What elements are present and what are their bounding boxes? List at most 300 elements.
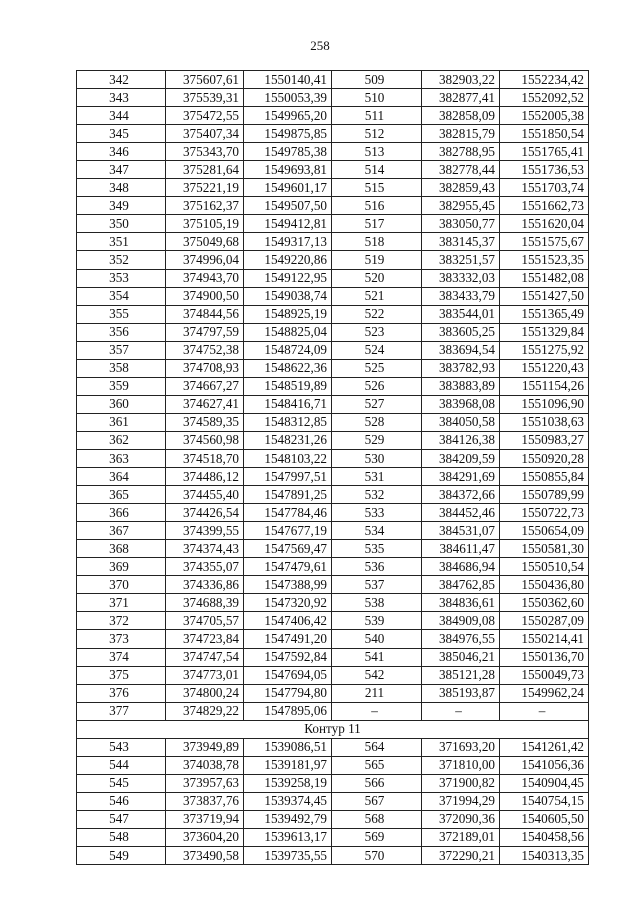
table-cell: 569: [332, 828, 422, 846]
table-cell: 361: [77, 413, 166, 431]
table-cell: 374374,43: [166, 540, 244, 558]
table-cell: 1539086,51: [244, 738, 332, 756]
table-cell: 371900,82: [422, 774, 500, 792]
table-cell: 374560,98: [166, 431, 244, 449]
table-row: [77, 468, 589, 486]
table-cell: 366: [77, 504, 166, 522]
table-row: [77, 89, 589, 107]
table-row: [77, 251, 589, 269]
table-cell: 385046,21: [422, 648, 500, 666]
table-cell: 518: [332, 233, 422, 251]
table-row: [77, 287, 589, 305]
table-cell: 345: [77, 125, 166, 143]
table-cell: 515: [332, 179, 422, 197]
table-row: [77, 684, 589, 702]
coordinates-table: [76, 70, 589, 865]
table-cell: 1539181,97: [244, 756, 332, 774]
table-cell: 1549965,20: [244, 107, 332, 125]
table-cell: 1548231,26: [244, 431, 332, 449]
table-cell: 374996,04: [166, 251, 244, 269]
table-cell: 372: [77, 612, 166, 630]
table-cell: 1548416,71: [244, 395, 332, 413]
table-cell: 1551275,92: [500, 341, 589, 359]
table-cell: 1548825,04: [244, 323, 332, 341]
table-cell: 374589,35: [166, 413, 244, 431]
table-row: [77, 810, 589, 828]
table-row: [77, 197, 589, 215]
table-cell: 1548103,22: [244, 449, 332, 467]
table-cell: 1547569,47: [244, 540, 332, 558]
table-cell: 1547491,20: [244, 630, 332, 648]
page-number: 258: [310, 38, 330, 53]
table-cell: 367: [77, 522, 166, 540]
table-cell: 1547794,80: [244, 684, 332, 702]
table-cell: 384909,08: [422, 612, 500, 630]
table-cell: 1550053,39: [244, 89, 332, 107]
table-cell: 1539374,45: [244, 792, 332, 810]
table-cell: 374800,24: [166, 684, 244, 702]
table-cell: 374667,27: [166, 377, 244, 395]
table-cell: 384686,94: [422, 558, 500, 576]
table-cell: 1548925,19: [244, 305, 332, 323]
table-cell: 369: [77, 558, 166, 576]
table-cell: 374708,93: [166, 359, 244, 377]
table-cell: 1549317,13: [244, 233, 332, 251]
table-row: [77, 666, 589, 684]
table-cell: 1550722,73: [500, 504, 589, 522]
table-cell: 1551220,43: [500, 359, 589, 377]
table-cell: 570: [332, 847, 422, 865]
table-cell: 1547694,05: [244, 666, 332, 684]
table-cell: 548: [77, 828, 166, 846]
table-cell: 383251,57: [422, 251, 500, 269]
table-row: [77, 504, 589, 522]
table-cell: 349: [77, 197, 166, 215]
table-cell: 528: [332, 413, 422, 431]
table-cell: 375407,34: [166, 125, 244, 143]
table-cell: 374943,70: [166, 269, 244, 287]
table-cell: 383050,77: [422, 215, 500, 233]
table-cell: 1550654,09: [500, 522, 589, 540]
table-row: [77, 449, 589, 467]
table-cell: 374486,12: [166, 468, 244, 486]
table-cell: 374723,84: [166, 630, 244, 648]
table-cell: 375343,70: [166, 143, 244, 161]
table-cell: 566: [332, 774, 422, 792]
table-cell: 384126,38: [422, 431, 500, 449]
table-cell: 1548724,09: [244, 341, 332, 359]
table-cell: 362: [77, 431, 166, 449]
table-cell: 374399,55: [166, 522, 244, 540]
table-cell: 1551154,26: [500, 377, 589, 395]
table-cell: 382877,41: [422, 89, 500, 107]
table-row: [77, 630, 589, 648]
table-cell: 374900,50: [166, 287, 244, 305]
table-cell: 1540605,50: [500, 810, 589, 828]
table-cell: 382778,44: [422, 161, 500, 179]
table-row: [77, 215, 589, 233]
table-cell: 1547320,92: [244, 594, 332, 612]
table-cell: 1550436,80: [500, 576, 589, 594]
table-cell: 352: [77, 251, 166, 269]
table-cell: 1551096,90: [500, 395, 589, 413]
table-cell: 384836,61: [422, 594, 500, 612]
table-cell: 537: [332, 576, 422, 594]
table-cell: 522: [332, 305, 422, 323]
table-cell: 356: [77, 323, 166, 341]
table-row: [77, 702, 589, 720]
table-cell: 1547479,61: [244, 558, 332, 576]
table-cell: 1550287,09: [500, 612, 589, 630]
table-cell: 1541261,42: [500, 738, 589, 756]
table-cell: 1549785,38: [244, 143, 332, 161]
table-cell: 373837,76: [166, 792, 244, 810]
table-cell: 374426,54: [166, 504, 244, 522]
table-cell: 1550136,70: [500, 648, 589, 666]
table-cell: 513: [332, 143, 422, 161]
table-cell: 374627,41: [166, 395, 244, 413]
table-cell: 374773,01: [166, 666, 244, 684]
table-cell: 1549601,17: [244, 179, 332, 197]
table-cell: 1547895,06: [244, 702, 332, 720]
table-cell: 543: [77, 738, 166, 756]
table-row: [77, 179, 589, 197]
table-row: [77, 756, 589, 774]
table-cell: 344: [77, 107, 166, 125]
table-cell: 343: [77, 89, 166, 107]
table-cell: 1551850,54: [500, 125, 589, 143]
table-cell: 1541056,36: [500, 756, 589, 774]
table-cell: 1551329,84: [500, 323, 589, 341]
table-cell: 1551736,53: [500, 161, 589, 179]
table-cell: 383968,08: [422, 395, 500, 413]
table-cell: 1549693,81: [244, 161, 332, 179]
table-cell: 530: [332, 449, 422, 467]
table-cell: 375472,55: [166, 107, 244, 125]
table-cell: 540: [332, 630, 422, 648]
table-row: [77, 305, 589, 323]
table-cell: 1551765,41: [500, 143, 589, 161]
table-cell: 1552092,52: [500, 89, 589, 107]
table-cell: 1550920,28: [500, 449, 589, 467]
table-cell: 384531,07: [422, 522, 500, 540]
table-cell: 521: [332, 287, 422, 305]
table-row: [77, 594, 589, 612]
table-cell: 1551482,08: [500, 269, 589, 287]
table-row: [77, 486, 589, 504]
table-cell: 1551620,04: [500, 215, 589, 233]
table-cell: 1539735,55: [244, 847, 332, 865]
table-cell: 365: [77, 486, 166, 504]
table-cell: 372189,01: [422, 828, 500, 846]
table-row: [77, 143, 589, 161]
table-cell: 520: [332, 269, 422, 287]
table-cell: 1540904,45: [500, 774, 589, 792]
table-cell: 516: [332, 197, 422, 215]
table-cell: 377: [77, 702, 166, 720]
table-cell: 371810,00: [422, 756, 500, 774]
table-cell: 375607,61: [166, 71, 244, 89]
table-cell: 1540458,56: [500, 828, 589, 846]
table-cell: 374747,54: [166, 648, 244, 666]
table-cell: 1552234,42: [500, 71, 589, 89]
table-cell: 1551038,63: [500, 413, 589, 431]
table-cell: 374829,22: [166, 702, 244, 720]
table-cell: 353: [77, 269, 166, 287]
table-cell: 364: [77, 468, 166, 486]
table-cell: 565: [332, 756, 422, 774]
table-cell: 1540313,35: [500, 847, 589, 865]
table-cell: 373: [77, 630, 166, 648]
table-cell: 374752,38: [166, 341, 244, 359]
table-cell: 526: [332, 377, 422, 395]
table-row: [77, 431, 589, 449]
table-cell: 532: [332, 486, 422, 504]
table-cell: 347: [77, 161, 166, 179]
table-cell: 534: [332, 522, 422, 540]
table-cell: 1547406,42: [244, 612, 332, 630]
table-cell: 384291,69: [422, 468, 500, 486]
table-cell: 371994,29: [422, 792, 500, 810]
table-cell: 536: [332, 558, 422, 576]
table-cell: 375049,68: [166, 233, 244, 251]
table-cell: 1550983,27: [500, 431, 589, 449]
table-cell: 545: [77, 774, 166, 792]
table-cell: 383433,79: [422, 287, 500, 305]
table-row: [77, 161, 589, 179]
table-cell: 1539613,17: [244, 828, 332, 846]
table-cell: 531: [332, 468, 422, 486]
table-cell: 358: [77, 359, 166, 377]
table-cell: 1547388,99: [244, 576, 332, 594]
table-cell: 539: [332, 612, 422, 630]
table-row: [77, 107, 589, 125]
table-cell: 1551523,35: [500, 251, 589, 269]
table-cell: 373719,94: [166, 810, 244, 828]
table-cell: 1550789,99: [500, 486, 589, 504]
table-cell: 1548622,36: [244, 359, 332, 377]
table-cell: 383332,03: [422, 269, 500, 287]
table-cell: 357: [77, 341, 166, 359]
table-cell: 382858,09: [422, 107, 500, 125]
table-cell: 351: [77, 233, 166, 251]
table-cell: 544: [77, 756, 166, 774]
table-row: [77, 612, 589, 630]
table-cell: 375162,37: [166, 197, 244, 215]
table-row: [77, 828, 589, 846]
table-cell: 374: [77, 648, 166, 666]
table-cell: 374844,56: [166, 305, 244, 323]
table-cell: 1549962,24: [500, 684, 589, 702]
table-cell: 355: [77, 305, 166, 323]
table-cell: 1550581,30: [500, 540, 589, 558]
table-cell: 542: [332, 666, 422, 684]
table-cell: 383782,93: [422, 359, 500, 377]
table-cell: 374797,59: [166, 323, 244, 341]
table-cell: 1551703,74: [500, 179, 589, 197]
section-header-row: [77, 720, 589, 738]
table-row: [77, 847, 589, 865]
table-cell: 1549122,95: [244, 269, 332, 287]
table-row: [77, 323, 589, 341]
table-row: [77, 233, 589, 251]
table-row: [77, 738, 589, 756]
table-cell: 382955,45: [422, 197, 500, 215]
table-row: [77, 359, 589, 377]
table-cell: 1552005,38: [500, 107, 589, 125]
table-cell: 372090,36: [422, 810, 500, 828]
table-cell: 547: [77, 810, 166, 828]
table-cell: 517: [332, 215, 422, 233]
table-row: [77, 774, 589, 792]
table-cell: 1547592,84: [244, 648, 332, 666]
table-cell: 510: [332, 89, 422, 107]
table-cell: 1550140,41: [244, 71, 332, 89]
table-cell: 342: [77, 71, 166, 89]
table-cell: 374455,40: [166, 486, 244, 504]
table-cell: 538: [332, 594, 422, 612]
table-cell: 1547891,25: [244, 486, 332, 504]
table-cell: 376: [77, 684, 166, 702]
table-cell: 1550214,41: [500, 630, 589, 648]
table-cell: 1548519,89: [244, 377, 332, 395]
table-row: [77, 377, 589, 395]
table-row: [77, 792, 589, 810]
table-cell: 382788,95: [422, 143, 500, 161]
table-cell: 384611,47: [422, 540, 500, 558]
table-cell: 375: [77, 666, 166, 684]
section-label: Контур 11: [77, 720, 589, 738]
table-cell: 360: [77, 395, 166, 413]
table-cell: 384050,58: [422, 413, 500, 431]
table-cell: 546: [77, 792, 166, 810]
table-cell: 524: [332, 341, 422, 359]
table-cell: 368: [77, 540, 166, 558]
table-cell: 375281,64: [166, 161, 244, 179]
table-cell: 374355,07: [166, 558, 244, 576]
table-cell: 1551427,50: [500, 287, 589, 305]
table-cell: 1550049,73: [500, 666, 589, 684]
table-cell: 1547784,46: [244, 504, 332, 522]
table-cell: 525: [332, 359, 422, 377]
table-cell: 1551575,67: [500, 233, 589, 251]
table-cell: 523: [332, 323, 422, 341]
table-cell: 383605,25: [422, 323, 500, 341]
table-cell: 541: [332, 648, 422, 666]
table-row: [77, 648, 589, 666]
table-cell: 383694,54: [422, 341, 500, 359]
table-cell: 373949,89: [166, 738, 244, 756]
table-cell: 1539258,19: [244, 774, 332, 792]
table-row: [77, 522, 589, 540]
table-cell: 383883,89: [422, 377, 500, 395]
table-cell: 374336,86: [166, 576, 244, 594]
table-cell: 512: [332, 125, 422, 143]
table-cell: 363: [77, 449, 166, 467]
table-row: [77, 540, 589, 558]
table-cell: 211: [332, 684, 422, 702]
table-cell: 1547997,51: [244, 468, 332, 486]
table-cell: 350: [77, 215, 166, 233]
table-cell: 371: [77, 594, 166, 612]
table-row: [77, 413, 589, 431]
table-cell: 372290,21: [422, 847, 500, 865]
table-cell: 1547677,19: [244, 522, 332, 540]
table-cell: 370: [77, 576, 166, 594]
table-cell: –: [332, 702, 422, 720]
table-cell: 382815,79: [422, 125, 500, 143]
table-row: [77, 395, 589, 413]
table-row: [77, 71, 589, 89]
table-cell: 384976,55: [422, 630, 500, 648]
table-cell: 371693,20: [422, 738, 500, 756]
table-cell: 384452,46: [422, 504, 500, 522]
table-cell: –: [500, 702, 589, 720]
table-cell: 1550362,60: [500, 594, 589, 612]
table-cell: 1539492,79: [244, 810, 332, 828]
table-row: [77, 269, 589, 287]
table-cell: 1540754,15: [500, 792, 589, 810]
table-cell: 511: [332, 107, 422, 125]
table-cell: 535: [332, 540, 422, 558]
table-cell: 373604,20: [166, 828, 244, 846]
table-row: [77, 576, 589, 594]
table-cell: 1551365,49: [500, 305, 589, 323]
table-cell: 382903,22: [422, 71, 500, 89]
table-cell: 384762,85: [422, 576, 500, 594]
table-cell: 385121,28: [422, 666, 500, 684]
table-cell: 354: [77, 287, 166, 305]
table-cell: 1549038,74: [244, 287, 332, 305]
table-row: [77, 558, 589, 576]
table-cell: 564: [332, 738, 422, 756]
table-cell: 549: [77, 847, 166, 865]
table-cell: 382859,43: [422, 179, 500, 197]
table-row: [77, 341, 589, 359]
table-row: [77, 125, 589, 143]
table-cell: 1550510,54: [500, 558, 589, 576]
table-cell: 374688,39: [166, 594, 244, 612]
table-cell: 1549220,86: [244, 251, 332, 269]
table-cell: 568: [332, 810, 422, 828]
table-cell: 1548312,85: [244, 413, 332, 431]
table-cell: 1550855,84: [500, 468, 589, 486]
table-cell: 359: [77, 377, 166, 395]
table-cell: 519: [332, 251, 422, 269]
table-cell: 1549412,81: [244, 215, 332, 233]
table-cell: 1551662,73: [500, 197, 589, 215]
table-cell: 514: [332, 161, 422, 179]
table-cell: 527: [332, 395, 422, 413]
table-cell: 346: [77, 143, 166, 161]
table-cell: 567: [332, 792, 422, 810]
table-cell: 383544,01: [422, 305, 500, 323]
table-cell: 375105,19: [166, 215, 244, 233]
table-cell: 373490,58: [166, 847, 244, 865]
table-cell: –: [422, 702, 500, 720]
table-cell: 533: [332, 504, 422, 522]
table-cell: 374038,78: [166, 756, 244, 774]
table-cell: 375539,31: [166, 89, 244, 107]
table-cell: 509: [332, 71, 422, 89]
table-cell: 384209,59: [422, 449, 500, 467]
table-cell: 374518,70: [166, 449, 244, 467]
table-cell: 374705,57: [166, 612, 244, 630]
table-cell: 373957,63: [166, 774, 244, 792]
table-cell: 1549875,85: [244, 125, 332, 143]
table-cell: 375221,19: [166, 179, 244, 197]
table-cell: 529: [332, 431, 422, 449]
